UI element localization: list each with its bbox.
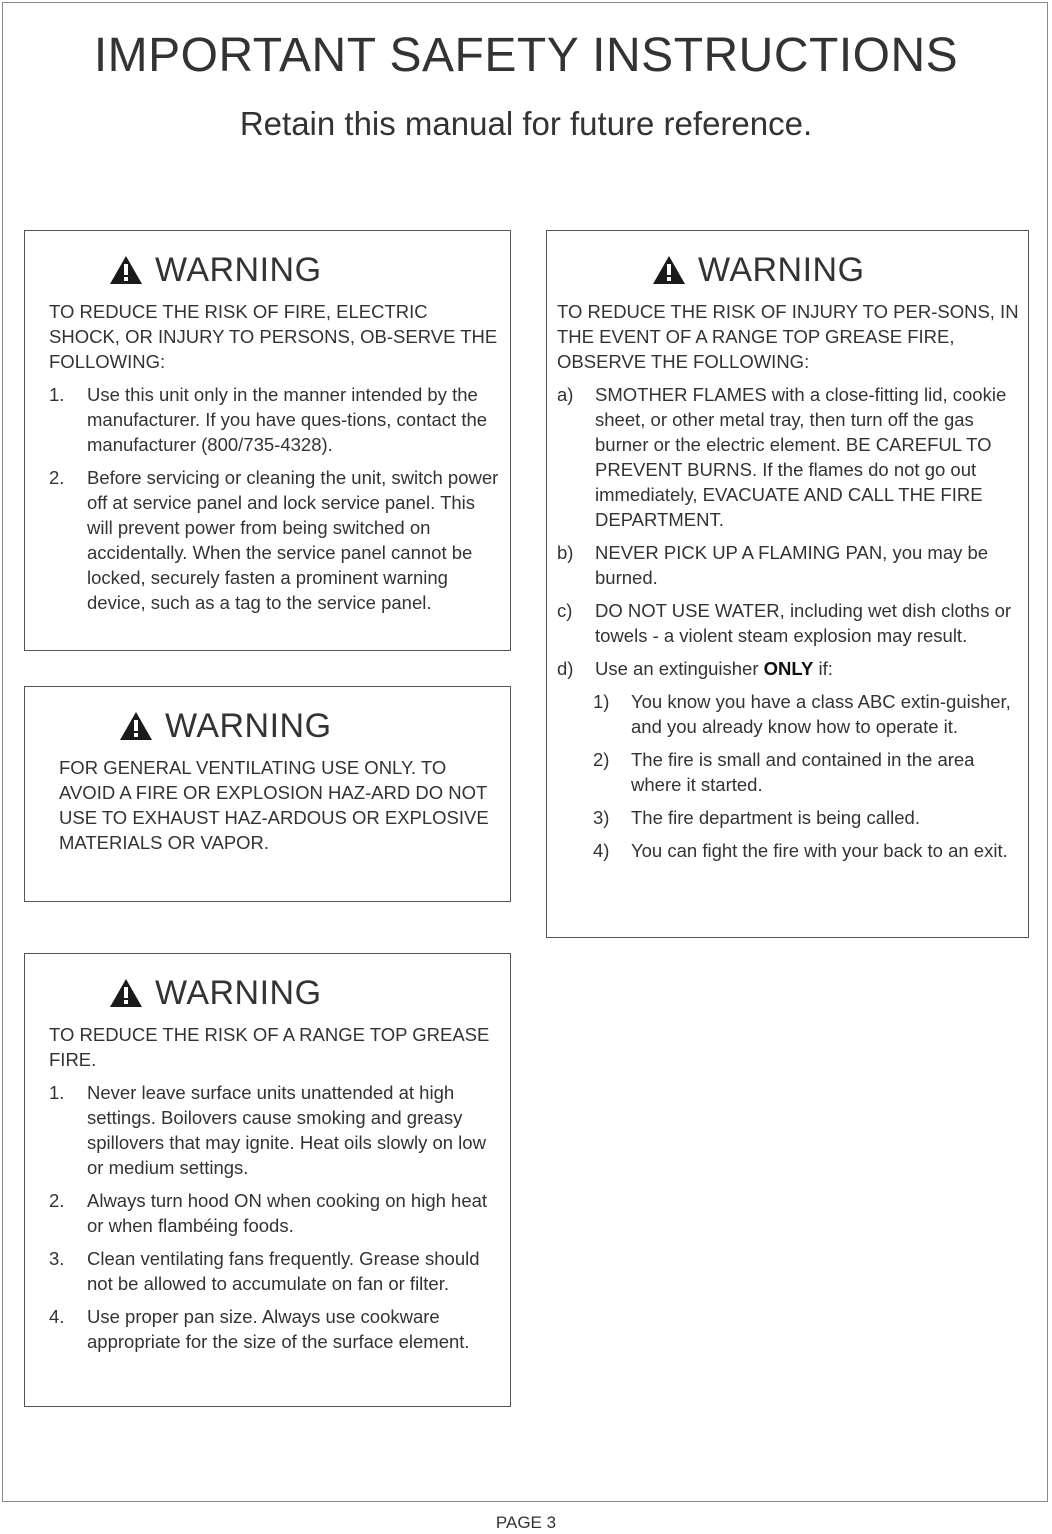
sub-list-item-number: 3) (593, 807, 610, 828)
warning-intro: TO REDUCE THE RISK OF INJURY TO PER-SONS, IN THE EVENT OF A RANGE TOP GREASE FIRE, OBSERVE THE FOLLOWING: (557, 301, 1019, 372)
list-item-text: Never leave surface units unattended at high settings. Boilovers cause smoking and greasy spillovers that may ignite. Heat oils slowly on low or medium settings. (87, 1082, 486, 1178)
warning-box-range-top-fire (546, 230, 1029, 938)
list-item-text: DO NOT USE WATER, including wet dish cloths or towels - a violent steam explosion may result. (595, 600, 1012, 646)
warning-triangle-icon (652, 254, 686, 286)
list-item-text (595, 656, 1020, 681)
list-item (557, 382, 1020, 532)
sub-list-item-text: You can fight the fire with your back to an exit. (631, 840, 1008, 861)
warning-triangle-icon (109, 254, 143, 286)
sub-list-item-number: 2) (593, 749, 610, 770)
warning-label: WARNING (155, 250, 322, 289)
warning-box-ventilating (24, 686, 511, 902)
list-item (49, 1188, 502, 1238)
warning-intro: TO REDUCE THE RISK OF FIRE, ELECTRIC SHOCK, OR INJURY TO PERSONS, OB-SERVE THE FOLLOWING: (49, 301, 498, 372)
list-item (557, 598, 1020, 648)
list-item-text: Use this unit only in the manner intended by the manufacturer. If you have ques-tions, contact the manufacturer (800/735-4328). (87, 384, 488, 455)
list-item (49, 465, 502, 615)
list-item-text-prefix: Use an extinguisher (595, 658, 764, 679)
warning-text: FOR GENERAL VENTILATING USE ONLY. TO AVOID A FIRE OR EXPLOSION HAZ-ARD DO NOT USE TO EXHAUST HAZ-ARDOUS OR EXPLOSIVE MATERIALS OR VAPOR. (59, 757, 489, 853)
list-item-text: Use proper pan size. Always use cookware appropriate for the size of the surface element. (87, 1306, 470, 1352)
list-item-text: NEVER PICK UP A FLAMING PAN, you may be burned. (595, 542, 989, 588)
list-item-letter: c) (557, 600, 573, 621)
list-item-number: 1. (49, 1082, 65, 1103)
warning-heading (59, 697, 502, 755)
list-item-text: SMOTHER FLAMES with a close-fitting lid, cookie sheet, or other metal tray, then turn off the gas burner or the electric element. BE CAREFUL TO PREVENT BURNS. If the flames do not go out immediately, EVACUATE AND CALL THE FIRE DEPARTMENT. (595, 384, 1007, 530)
sub-list-item-text: You know you have a class ABC extin-guisher, and you already know how to operate it. (631, 691, 1011, 737)
warning-box-fire-shock (24, 230, 511, 651)
page-number: PAGE 3 (495, 1513, 557, 1532)
sub-list-item-number: 1) (593, 691, 610, 712)
list-item (557, 540, 1020, 590)
list-item-number: 2. (49, 1190, 65, 1211)
list-item-text: Before servicing or cleaning the unit, switch power off at service panel and lock service panel. This will prevent power from being switched on accidentally. When the service panel cannot be locked, securely fasten a prominent warning device, such as a tag to the service panel. (87, 467, 499, 613)
list-item (49, 382, 502, 457)
list-item-text-suffix: if: (813, 658, 833, 679)
list-item-number: 4. (49, 1306, 65, 1327)
warning-box-grease-fire (24, 953, 511, 1407)
warning-intro: TO REDUCE THE RISK OF A RANGE TOP GREASE FIRE. (49, 1024, 490, 1070)
list-item (49, 1304, 502, 1354)
list-item (49, 1246, 502, 1296)
sub-list-item (557, 838, 1020, 863)
warning-heading (557, 241, 1020, 299)
sub-list-item (557, 805, 1020, 830)
warning-triangle-icon (109, 977, 143, 1009)
page-subtitle: Retain this manual for future reference. (239, 105, 813, 142)
warning-triangle-icon (119, 710, 153, 742)
sub-list-item-number: 4) (593, 840, 610, 861)
sub-list-item-text: The fire is small and contained in the area where it started. (631, 749, 975, 795)
warning-label: WARNING (155, 973, 322, 1012)
page-title: IMPORTANT SAFETY INSTRUCTIONS (93, 29, 959, 82)
list-item-number: 3. (49, 1248, 65, 1269)
sub-list-item (557, 689, 1020, 739)
list-item-letter: a) (557, 384, 574, 405)
list-item-text: Clean ventilating fans frequently. Grease should not be allowed to accumulate on fan or filter. (87, 1248, 480, 1294)
sub-list-item-text: The fire department is being called. (631, 807, 920, 828)
emphasis-only: ONLY (763, 658, 814, 679)
list-item (49, 1080, 502, 1180)
warning-heading (49, 964, 502, 1022)
list-item-letter: b) (557, 542, 574, 563)
warning-label: WARNING (165, 706, 332, 745)
list-item-number: 1. (49, 384, 65, 405)
list-item-text: Always turn hood ON when cooking on high heat or when flambéing foods. (87, 1190, 488, 1236)
warning-heading (49, 241, 502, 299)
list-item (557, 656, 1020, 681)
list-item-number: 2. (49, 467, 65, 488)
list-item-letter: d) (557, 658, 574, 679)
sub-list-item (557, 747, 1020, 797)
warning-label: WARNING (698, 250, 865, 289)
